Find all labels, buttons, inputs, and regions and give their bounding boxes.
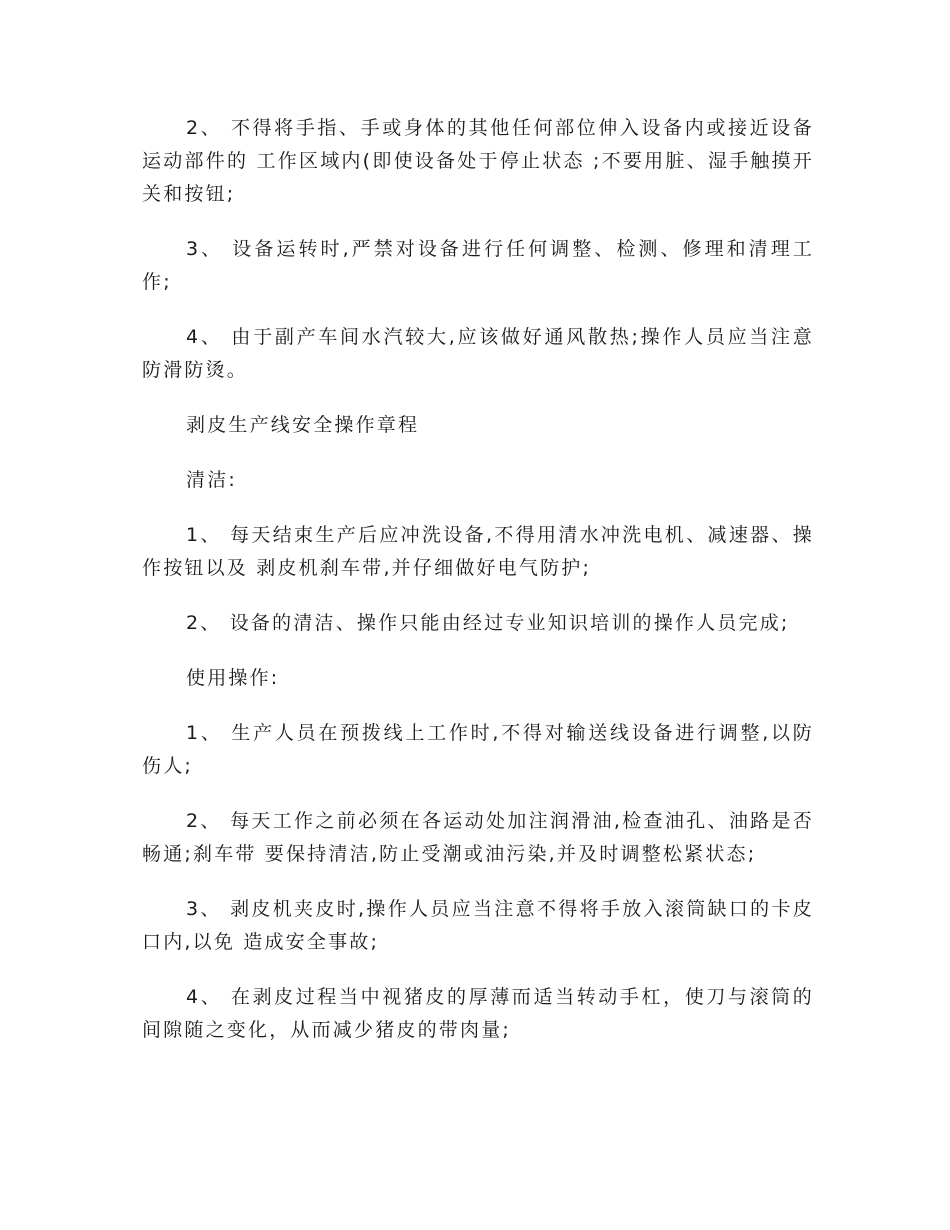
paragraph-cleaning-2: 2、 设备的清洁、操作只能由经过专业知识培训的操作人员完成; (186, 612, 790, 634)
paragraph-operation-3: 3、 剥皮机夹皮时,操作人员应当注意不得将手放入滚筒缺口的卡皮口内,以免 造成安全事故; (142, 898, 814, 953)
paragraph-operation-4: 4、 在剥皮过程当中视猪皮的厚薄而适当转动手杠，使刀与滚筒的间隙随之变化，从而减少猪皮的带肉量; (142, 986, 814, 1041)
paragraph-cleaning-1: 1、 每天结束生产后应冲洗设备,不得用清水冲洗电机、减速器、操作按钮以及 剥皮机刹车带,并仔细做好电气防护; (142, 524, 814, 579)
subsection-cleaning: 清洁: (186, 469, 238, 491)
subsection-operation: 使用操作: (186, 667, 280, 689)
document-body (142, 112, 814, 1069)
paragraph-rule-2: 2、 不得将手指、手或身体的其他任何部位伸入设备内或接近设备运动部件的 工作区域内(即使设备处于停止状态 ;不要用脏、湿手触摸开关和按钮; (142, 117, 814, 205)
paragraph-rule-3: 3、 设备运转时,严禁对设备进行任何调整、检测、修理和清理工作; (142, 238, 814, 293)
section-title: 剥皮生产线安全操作章程 (186, 414, 420, 436)
paragraph-operation-2: 2、 每天工作之前必须在各运动处加注润滑油,检查油孔、油路是否畅通;刹车带 要保持清洁,防止受潮或油污染,并及时调整松紧状态; (142, 810, 814, 865)
paragraph-rule-4: 4、 由于副产车间水汽较大,应该做好通风散热;操作人员应当注意防滑防烫。 (142, 326, 814, 381)
paragraph-operation-1: 1、 生产人员在预拨线上工作时,不得对输送线设备进行调整,以防伤人; (142, 722, 814, 777)
